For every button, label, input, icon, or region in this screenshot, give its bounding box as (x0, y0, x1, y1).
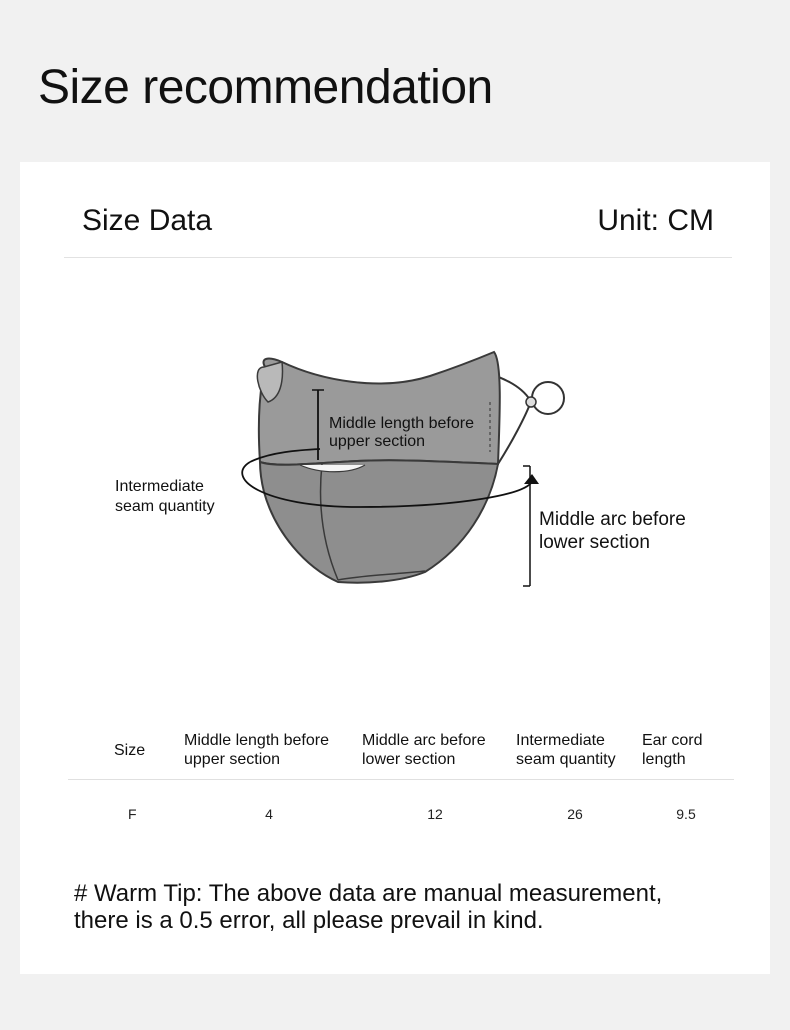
header-ear-cord: Ear cord length (638, 727, 734, 780)
header-lower-arc: Middle arc before lower section (358, 727, 512, 780)
cell-size: F (128, 806, 137, 823)
label-arc-1: Middle arc before (539, 509, 686, 530)
header-size: Size (68, 727, 180, 780)
warm-tip (74, 880, 724, 934)
label-seam-1: Intermediate (115, 478, 204, 495)
header-upper-length: Middle length before upper section (180, 727, 358, 780)
cell-ear-cord: 9.5 (676, 806, 696, 823)
warm-tip-line-1: # Warm Tip: The above data are manual measurement, (74, 880, 663, 907)
table-row (68, 780, 734, 823)
mask-icon (257, 352, 499, 583)
unit-label: Unit: CM (597, 204, 714, 237)
label-upper-length-2: upper section (329, 433, 426, 450)
size-table (68, 727, 734, 822)
header-seam-quantity: Intermediate seam quantity (512, 727, 638, 780)
size-data-heading: Size Data (82, 204, 213, 237)
warm-tip-line-2: there is a 0.5 error, all please prevail in kind. (74, 907, 544, 934)
ear-cord-icon (490, 374, 564, 464)
label-arc-2: lower section (539, 532, 650, 553)
size-data-card (20, 162, 770, 974)
mask-diagram (20, 162, 770, 682)
label-seam-2: seam quantity (115, 498, 215, 515)
label-upper-length-1: Middle length before (329, 415, 474, 432)
page-title: Size recommendation (38, 61, 493, 114)
cell-seam-quantity: 26 (567, 806, 583, 823)
cell-lower-arc: 12 (427, 806, 443, 823)
cell-upper-length: 4 (265, 806, 273, 823)
table-header-row (68, 727, 734, 780)
